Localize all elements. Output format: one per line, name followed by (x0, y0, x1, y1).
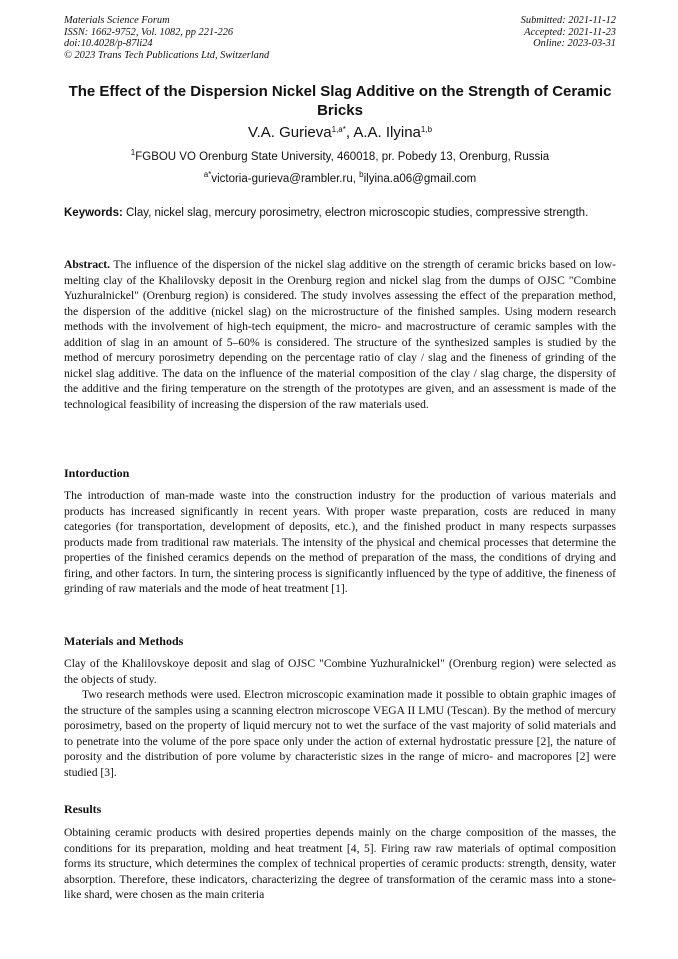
author-1-affil: 1,a* (331, 125, 346, 134)
affiliation (64, 150, 616, 165)
paper-title: The Effect of the Dispersion Nickel Slag Additive on the Strength of Ceramic Bricks (68, 83, 612, 119)
keywords-text: Clay, nickel slag, mercury porosimetry, electron microscopic studies, compressive strength. (122, 207, 589, 219)
journal-copyright: © 2023 Trans Tech Publications Ltd, Switzerland (64, 49, 270, 61)
author-line (64, 123, 616, 143)
author-emails (64, 172, 616, 187)
abstract-label: Abstract. (64, 258, 111, 271)
author-1: V.A. Gurieva (247, 124, 332, 141)
email-a-mark: a* (203, 170, 212, 179)
methods-paragraph-2 (64, 687, 616, 780)
author-2: A.A. Ilyina (353, 124, 421, 141)
date-online: Online: 2023-03-31 (533, 38, 616, 49)
abstract (64, 257, 616, 412)
affiliation-mark: 1 (130, 148, 136, 157)
date-accepted: Accepted: 2021-11-23 (524, 26, 616, 38)
abstract-text: The influence of the dispersion of the nickel slag additive on the strength of ceramic bricks based on low-melting clay of the Khalilovsky deposit in the Orenburg region and nickel slag from the dumps of OJSC "Combine Yuzhuralnickel" (Orenburg region) is considered. The study involves assessing the effect of the preparation method, the dispersion of the additive (nickel slag) on the microstructure of the finished samples. Using modern research methods with the involvement of high-tech equipment, the micro- and macrostructure of ceramic samples with the addition of slag in an amount of 5–60% is considered. The structure of the synthesized samples is studied by the method of mercury porosimetry depending on the percentage ratio of clay / slag and the fineness of grinding of the nickel slag additive. The data on the influence of the material composition of the clay / slag charge, the dispersity of the additive and the firing temperature on the strength of the prototypes are given, and an assessment is made of the technological feasibility of increasing the dispersion of the raw materials used. (64, 258, 616, 411)
author-2-affil: 1,b (420, 125, 433, 134)
section-heading-introduction: Intorduction (64, 466, 130, 480)
publication-dates (521, 15, 616, 50)
date-submitted: Submitted: 2021-11-12 (520, 15, 616, 26)
journal-doi: doi:10.4028/p-87li24 (64, 38, 153, 49)
section-heading-methods: Materials and Methods (64, 634, 184, 648)
affiliation-text: FGBOU VO Orenburg State University, 460018, pr. Pobedy 13, Orenburg, Russia (135, 151, 550, 163)
keywords-label: Keywords: (64, 207, 123, 219)
journal-name: Materials Science Forum (64, 15, 170, 26)
author-separator: , (345, 124, 354, 141)
keywords (64, 206, 616, 221)
results-paragraph: Obtaining ceramic products with desired properties depends mainly on the charge composition of the masses, the conditions for its preparation, molding and heat treatment [4, 5]. Firing raw raw materials of optimal composition forms its structure, which determines the complex of technical properties of ceramic products: strength, density, water absorption. Therefore, these indicators, characterizing the degree of transformation of the ceramic mass into a stone-like shard, were chosen as the main criteria (64, 826, 616, 901)
email-b-mark: b (359, 170, 364, 179)
section-heading-results: Results (64, 802, 102, 816)
methods-paragraph-2-text: Two research methods were used. Electron microscopic examination made it possible to obtain graphic images of the structure of the samples using a scanning electron microscope VEGA II LMU (Tescan). By the method of mercury porosimetry, based on the property of liquid mercury not to wet the surface of the vast majority of solid materials and to penetrate into the volume of the pore space only under the action of external hydrostatic pressure [2], the nature of porosity and the distribution of pore volume by characteristic sizes in the range of micro- and macropores [2] were studied [3]. (64, 688, 616, 779)
journal-info (64, 15, 269, 61)
email-b[interactable]: ilyina.a06@gmail.com (363, 173, 477, 185)
methods-paragraph-1: Clay of the Khalilovskoye deposit and slag of OJSC "Combine Yuzhuralnickel" (Orenburg region) were selected as the objects of study. (64, 657, 616, 686)
email-a[interactable]: victoria-gurieva@rambler.ru, (211, 173, 360, 185)
introduction-paragraph: The introduction of man-made waste into the construction industry for the production of various materials and products has increased significantly in recent years. With proper waste preparation, costs are reduced in many categories (for transportation, development of deposits, etc.), and the finished product in many respects surpasses products made from traditional raw materials. The intensity of the physical and chemical processes that determine the properties of the finished ceramics depends on the method of preparation of the mass, the conditions of drying and firing, and other factors. In turn, the sintering process is significantly influenced by the type of additive, the fineness of grinding of raw materials and the mode of heat treatment [1]. (64, 489, 616, 595)
journal-issn: ISSN: 1662-9752, Vol. 1082, pp 221-226 (64, 26, 234, 38)
